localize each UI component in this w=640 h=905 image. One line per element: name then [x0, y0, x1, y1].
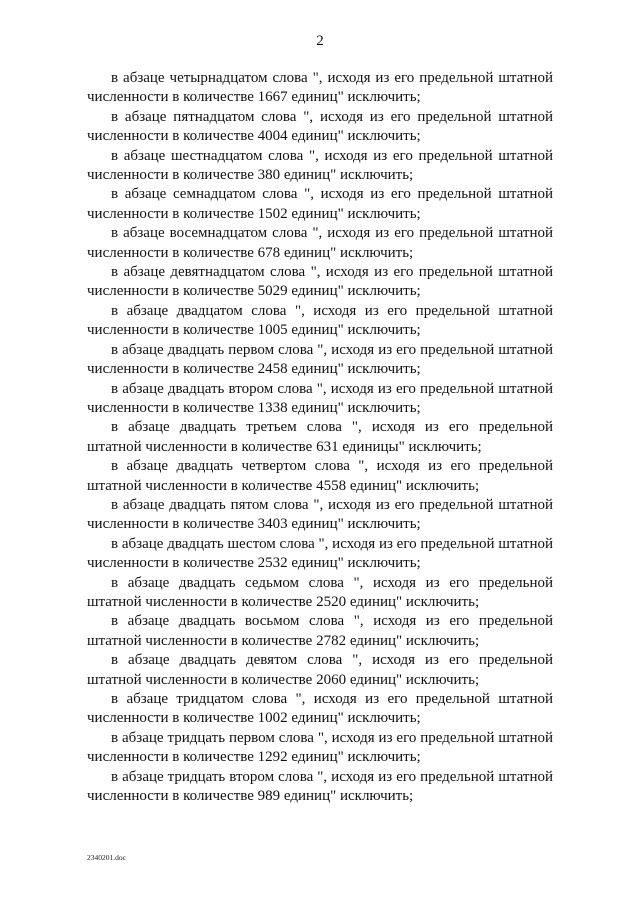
paragraph: в абзаце двадцать третьем слова ", исходя из его предельной штатной численности в количестве 631 единицы" исключить;: [87, 419, 553, 455]
paragraph: в абзаце четырнадцатом слова ", исходя из его предельной штатной численности в количестве 1667 единиц" исключить;: [87, 70, 553, 106]
paragraph: в абзаце тридцатом слова ", исходя из его предельной штатной численности в количестве 1002 единиц" исключить;: [87, 691, 553, 727]
paragraph: в абзаце шестнадцатом слова ", исходя из его предельной штатной численности в количестве 380 единиц" исключить;: [87, 147, 553, 184]
paragraph: в абзаце тридцать первом слова ", исходя из его предельной штатной численности в количестве 1292 единиц" исключить;: [87, 729, 553, 766]
paragraph: в абзаце двадцать восьмом слова ", исходя из его предельной штатной численности в количестве 2782 единиц" исключить;: [87, 613, 553, 649]
document-body: [87, 69, 553, 806]
paragraph: в абзаце двадцать четвертом слова ", исходя из его предельной штатной численности в количестве 4558 единиц" исключить;: [87, 458, 553, 494]
paragraph: в абзаце двадцать пятом слова ", исходя из его предельной штатной численности в количестве 3403 единиц" исключить;: [87, 496, 553, 533]
paragraph: в абзаце восемнадцатом слова ", исходя из его предельной штатной численности в количестве 678 единиц" исключить;: [87, 225, 553, 261]
paragraph: в абзаце пятнадцатом слова ", исходя из его предельной штатной численности в количестве 4004 единиц" исключить;: [87, 108, 553, 145]
paragraph: в абзаце двадцать седьмом слова ", исходя из его предельной штатной численности в количестве 2520 единиц" исключить;: [87, 574, 553, 610]
paragraph: в абзаце двадцать девятом слова ", исходя из его предельной штатной численности в количестве 2060 единиц" исключить;: [87, 652, 553, 688]
paragraph: в абзаце двадцать втором слова ", исходя из его предельной штатной численности в количестве 1338 единиц" исключить;: [87, 380, 553, 416]
paragraph: в абзаце двадцать первом слова ", исходя из его предельной штатной численности в количестве 2458 единиц" исключить;: [87, 341, 553, 378]
document-filename: 2340201.doc: [87, 853, 126, 862]
paragraph: в абзаце двадцать шестом слова ", исходя из его предельной штатной численности в количестве 2532 единиц" исключить;: [87, 535, 553, 572]
paragraph: в абзаце семнадцатом слова ", исходя из его предельной штатной численности в количестве 1502 единиц" исключить;: [87, 186, 553, 222]
paragraph: в абзаце тридцать втором слова ", исходя из его предельной штатной численности в количестве 989 единиц" исключить;: [87, 768, 553, 805]
paragraph: в абзаце двадцатом слова ", исходя из его предельной штатной численности в количестве 1005 единиц" исключить;: [87, 302, 553, 339]
page-number: 2: [316, 33, 324, 49]
paragraph: в абзаце девятнадцатом слова ", исходя из его предельной штатной численности в количестве 5029 единиц" исключить;: [87, 264, 553, 300]
